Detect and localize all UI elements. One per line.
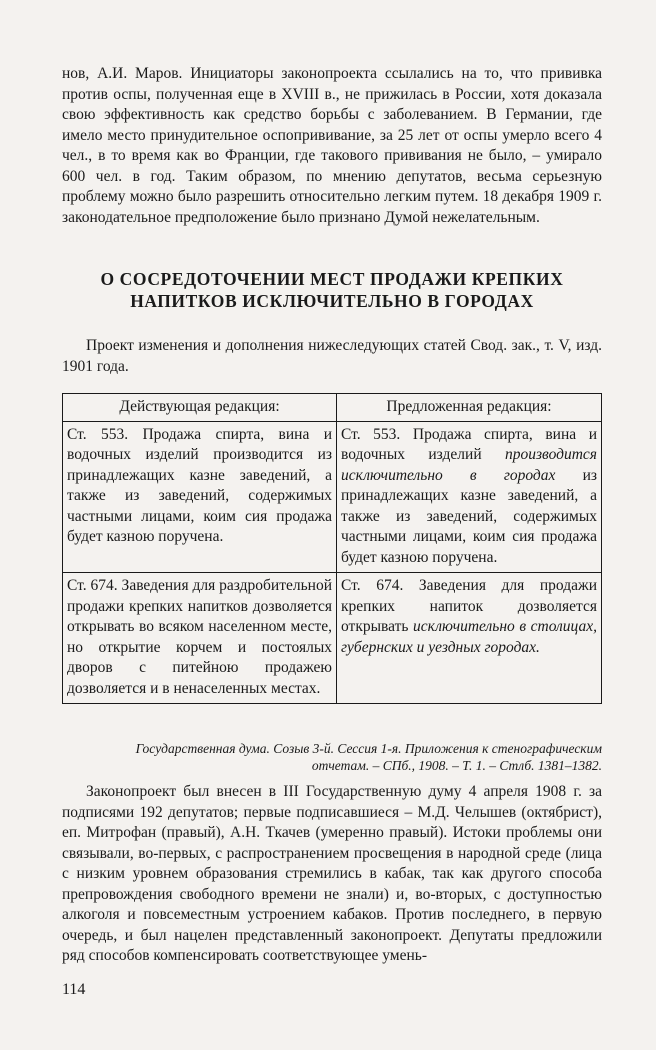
row1-proposed-text-a: Ст. 553. Продажа спирта, вина и водочных изделий (341, 425, 597, 463)
intro-paragraph: Проект изменения и дополнения нижеследующих статей Свод. зак., т. V, изд. 1901 года. (62, 337, 602, 375)
table-header-row (63, 394, 602, 422)
page-number: 114 (62, 981, 86, 998)
table-row (63, 573, 602, 704)
row1-proposed-text-b: из принадлежащих казне заведений, а также из заведений, содержимых частными лицами, коим сия продажа будет казною поручена. (341, 466, 597, 566)
row2-proposed (337, 573, 602, 704)
intro-block (62, 336, 602, 377)
row1-proposed-emphasis: производится исключительно в городах (341, 446, 597, 484)
row2-proposed-text-a: Ст. 674. Заведения для продажи крепких напиток дозволяется открывать (341, 577, 597, 635)
table-row (63, 421, 602, 573)
source-citation (62, 740, 602, 774)
source-line-1: Государственная дума. Созыв 3-й. Сессия 1-я. Приложения к стенографическим (135, 741, 602, 756)
row2-current: Ст. 674. Заведения для раздробительной продажи крепких напитков дозволяется открывать во всяком населенном месте, но открытие корчем и постоялых дворов с питейною продажею дозволяется и в ненаселенных местах. (63, 573, 337, 704)
row2-proposed-emphasis: исключительно в столицах, губернских и уездных городах. (341, 618, 598, 656)
bottom-paragraph: Законопроект был внесен в III Государственную думу 4 апреля 1908 г. за подписями 192 депутатов; первые подписавшиеся – М.Д. Челышев (октябрист), еп. Митрофан (правый), А.Н. Ткачев (умеренно правый). Истоки проблемы они связывали, во-первых, с распространением просвещения в народной среде (лица с низким уровнем образования стремились в кабак, так как другого способа препровождения свободного времени не знали) и, во-вторых, с доступностью алкоголя и повсеместным устроением кабаков. Против последнего, в первую очередь, и был нацелен представленный законопроект. Депутаты предложили ряд способов компенсировать соответствующее умень- (62, 783, 602, 964)
section-title-line-2: НАПИТКОВ ИСКЛЮЧИТЕЛЬНО В ГОРОДАХ (130, 291, 534, 311)
row1-current: Ст. 553. Продажа спирта, вина и водочных изделий производится из принадлежащих казне заведений, а также из заведений, содержимых частными лицами, коим сия продажа будет казною поручена. (63, 421, 337, 573)
section-title (62, 268, 602, 312)
bottom-paragraph-block (62, 782, 602, 967)
row1-proposed (337, 421, 602, 573)
source-line-2: отчетам. – СПб., 1908. – Т. 1. – Стлб. 1381–1382. (311, 758, 602, 773)
header-proposed: Предложенная редакция: (337, 394, 602, 422)
comparison-table (62, 393, 602, 704)
top-paragraph: нов, А.И. Маров. Инициаторы законопроекта ссылались на то, что прививка против оспы, полученная еще в XVIII в., не прижилась в России, хотя доказала свою эффективность как средство борьбы с заболеванием. В Германии, где имело место принудительное оспопрививание, за 25 лет от оспы умерло всего 4 чел., в то время как во Франции, где такового прививания не было, – умирало 600 чел. в год. Таким образом, по мнению депутатов, весьма серьезную проблему можно было разрешить относительно легким путем. 18 декабря 1909 г. законодательное предположение было признано Думой нежелательным. (62, 65, 602, 226)
top-paragraph-block (62, 64, 602, 228)
header-current: Действующая редакция: (63, 394, 337, 422)
comparison-table-block (62, 393, 602, 704)
section-title-line-1: О СОСРЕДОТОЧЕНИИ МЕСТ ПРОДАЖИ КРЕПКИХ (100, 269, 564, 289)
